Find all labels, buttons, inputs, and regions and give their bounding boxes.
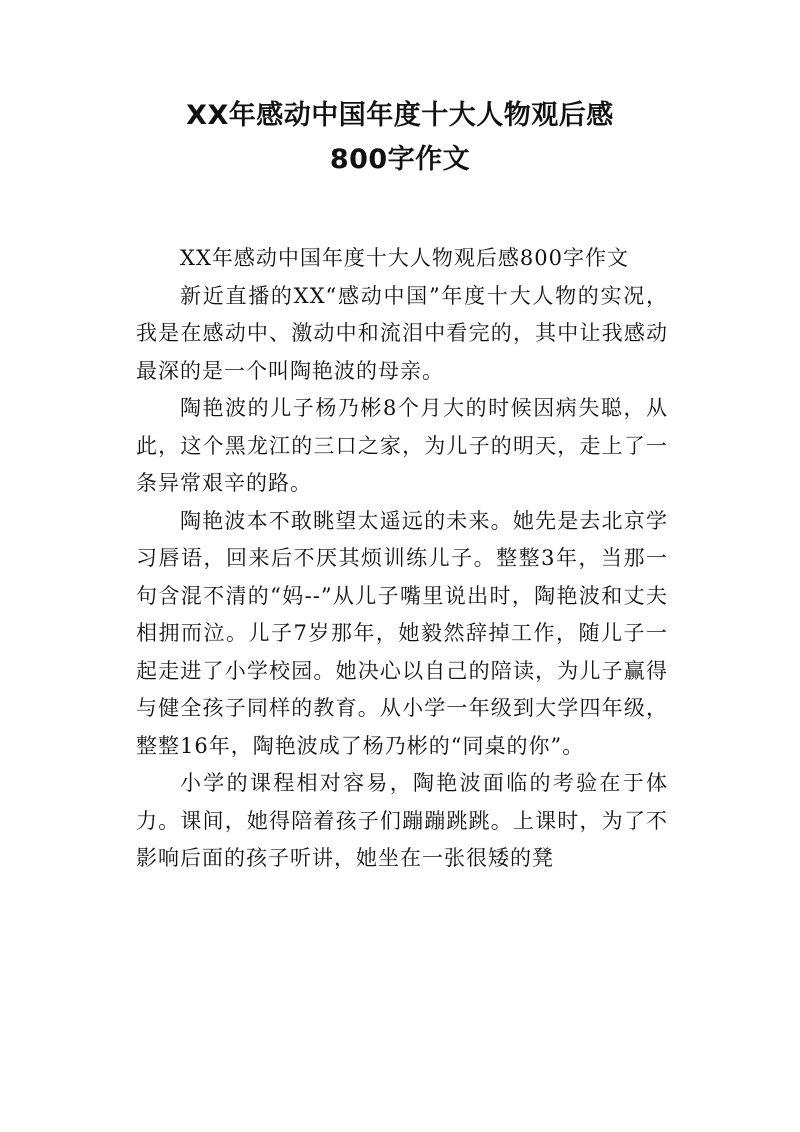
title-line-1: XX年感动中国年度十大人物观后感 <box>186 100 614 131</box>
paragraph: 新近直播的XX“感动中国”年度十大人物的实况，我是在感动中、激动中和流泪中看完的，其中让我感动最深的是一个叫陶艳波的母亲。 <box>136 283 668 383</box>
paragraph: 陶艳波的儿子杨乃彬8个月大的时候因病失聪，从此，这个黑龙江的三口之家，为儿子的明天，走上了一条异常艰辛的路。 <box>136 396 668 495</box>
document-title <box>100 94 700 182</box>
paragraph-subtitle: XX年感动中国年度十大人物观后感800字作文 <box>180 246 629 270</box>
title-line-2: 800字作文 <box>329 144 471 175</box>
paragraph: 小学的课程相对容易，陶艳波面临的考验在于体力。课间，她得陪着孩子们蹦蹦跳跳。上课时，为了不影响后面的孩子听讲，她坐在一张很矮的凳 <box>136 771 668 870</box>
document-body <box>136 240 668 878</box>
paragraph: 陶艳波本不敢眺望太遥远的未来。她先是去北京学习唇语，回来后不厌其烦训练儿子。整整3年，当那一句含混不清的“妈--”从儿子嘴里说出时，陶艳波和丈夫相拥而泣。儿子7岁那年，她毅然辞掉工作，随儿子一起走进了小学校园。她决心以自己的陪读，为儿子赢得与健全孩子同样的教育。从小学一年级到大学四年级，整整16年，陶艳波成了杨乃彬的“同桌的你”。 <box>136 508 668 758</box>
